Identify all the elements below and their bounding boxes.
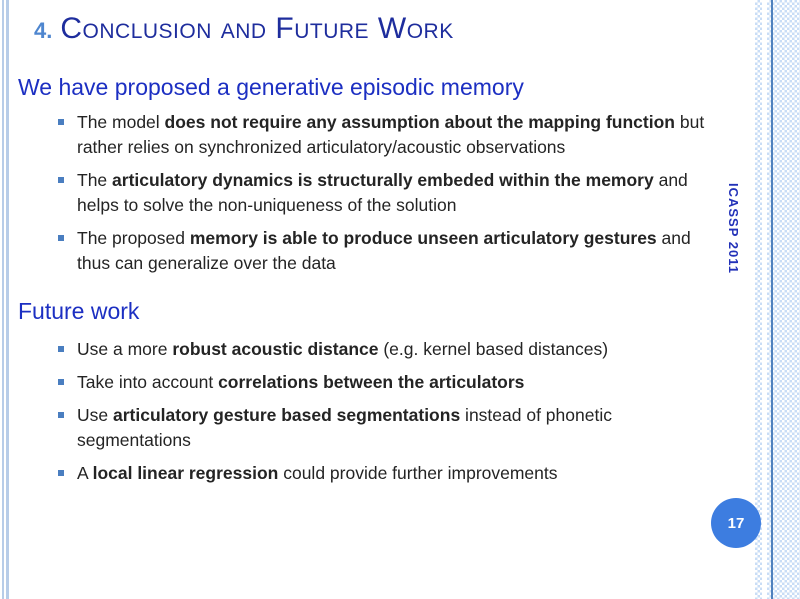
bullet-square-icon xyxy=(58,379,64,385)
bullet-item xyxy=(58,461,748,486)
slide-title-number: 4. xyxy=(34,18,53,43)
bullet-list-proposal xyxy=(58,110,748,284)
bullet-square-icon xyxy=(58,346,64,352)
bullet-square-icon xyxy=(58,235,64,241)
bullet-line: Take into account correlations between the articulators xyxy=(77,372,525,392)
section-heading-future-work: Future work xyxy=(18,298,140,324)
left-border-line-outer xyxy=(2,0,4,599)
bullet-line: thus can generalize over the data xyxy=(77,253,336,273)
right-border-strip-wide xyxy=(767,0,800,599)
section-heading-proposal: We have proposed a generative episodic memory xyxy=(18,74,524,100)
page-number: 17 xyxy=(727,514,745,532)
bullet-square-icon xyxy=(58,119,64,125)
bullet-line: A local linear regression could provide further improvements xyxy=(77,463,558,483)
bullet-line: The articulatory dynamics is structurally embeded within the memory and xyxy=(77,170,688,190)
slide-title xyxy=(34,12,454,46)
bullet-line: Use a more robust acoustic distance (e.g. kernel based distances) xyxy=(77,339,609,359)
bullet-item xyxy=(58,370,748,395)
bullet-item xyxy=(58,403,748,453)
bullet-item xyxy=(58,337,748,362)
bullet-text xyxy=(77,226,691,276)
bullet-list-future-work xyxy=(58,337,748,494)
right-border-accent-line xyxy=(771,0,773,599)
page-number-badge xyxy=(711,498,761,548)
left-border-line-inner xyxy=(6,0,9,599)
slide-title-text: Conclusion and Future Work xyxy=(60,12,454,45)
bullet-line: segmentations xyxy=(77,430,191,450)
bullet-text xyxy=(77,403,612,453)
bullet-line: rather relies on synchronized articulatory/acoustic observations xyxy=(77,137,566,157)
bullet-item xyxy=(58,110,748,160)
bullet-line: The model does not require any assumption about the mapping function but xyxy=(77,112,705,132)
bullet-square-icon xyxy=(58,177,64,183)
bullet-text xyxy=(77,461,558,486)
bullet-square-icon xyxy=(58,470,64,476)
bullet-item xyxy=(58,168,748,218)
bullet-text xyxy=(77,110,704,160)
bullet-text xyxy=(77,337,608,362)
conference-label-vertical: ICASSP 2011 xyxy=(726,183,741,274)
bullet-line: helps to solve the non-uniqueness of the solution xyxy=(77,195,457,215)
bullet-item xyxy=(58,226,748,276)
bullet-square-icon xyxy=(58,412,64,418)
bullet-line: Use articulatory gesture based segmentations instead of phonetic xyxy=(77,405,612,425)
bullet-text xyxy=(77,370,524,395)
bullet-text xyxy=(77,168,688,218)
bullet-line: The proposed memory is able to produce unseen articulatory gestures and xyxy=(77,228,691,248)
